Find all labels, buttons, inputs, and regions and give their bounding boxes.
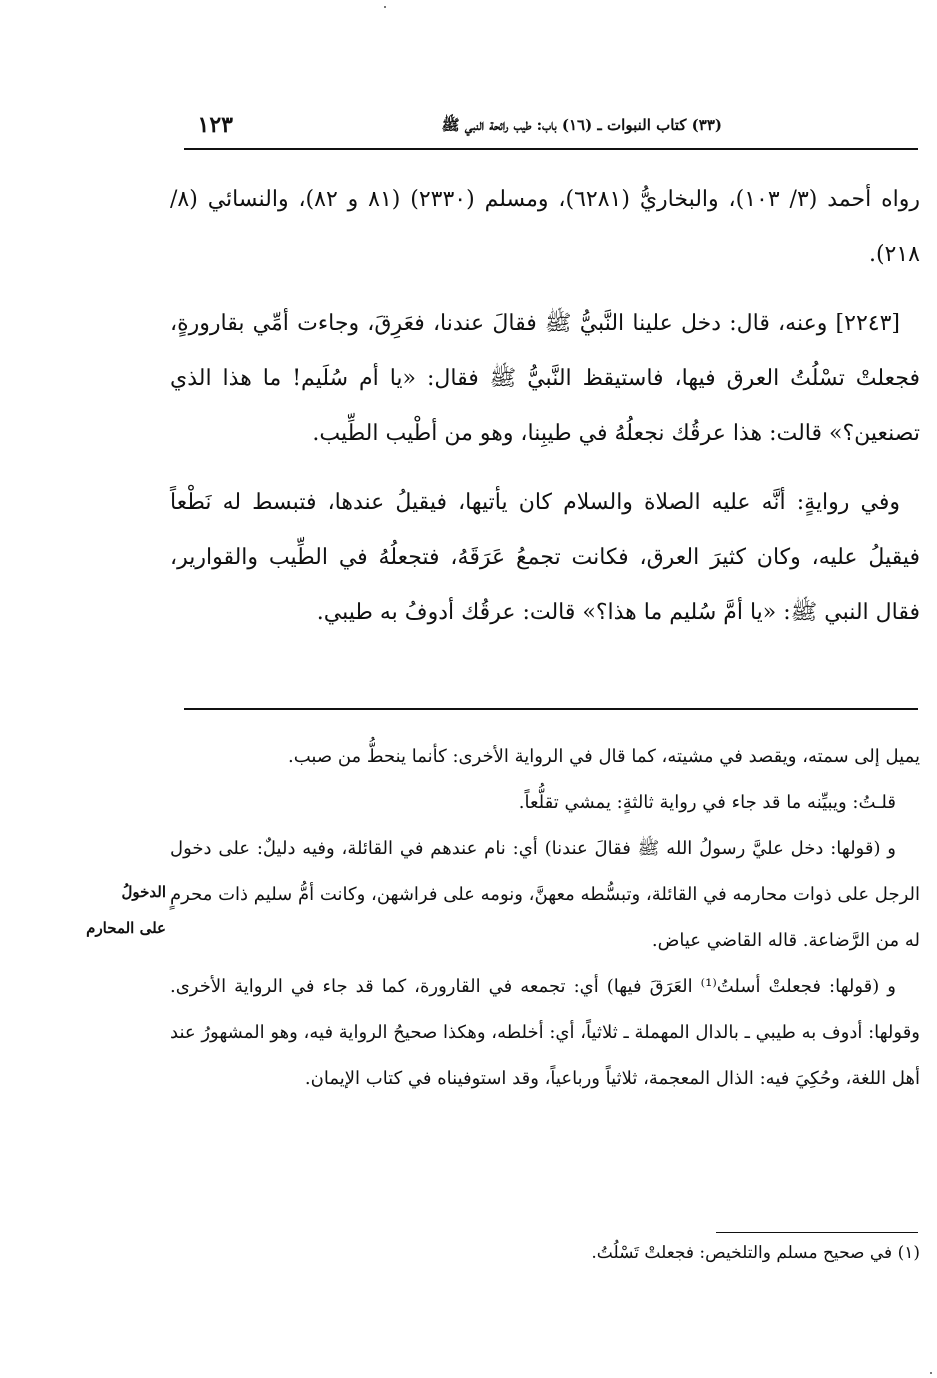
- scan-speck: [930, 1372, 932, 1374]
- margin-note-line: على المحارم: [86, 919, 166, 937]
- margin-note: [6, 874, 166, 946]
- header-divider: [184, 148, 918, 150]
- hadith-variant: وفي روايةٍ: أنَّه عليه الصلاة والسلام كان يأتيها، فيقيلُ عندها، فتبسط له نَطْعاً فيقيلُ عليه، وكان كثيرَ العرق، فكانت تجمعُ عَرَقَهُ، فتجعلُهُ في الطِّيب والقوارير، فقال النبي ﷺ: «يا أمَّ سُليم ما هذا؟» قالت: عرقُك أدوفُ به طيبي.: [170, 490, 920, 625]
- running-header: [185, 112, 917, 142]
- commentary-paragraph: و (قولها: دخل عليَّ رسولُ الله ﷺ فقالَ عندنا) أي: نام عندهم في القائلة، وفيه دليلٌ: على دخول الرجل على ذوات محارمه في القائلة، وتبسُّطه معهنَّ، ونومه على فراشهن، وكانت أمُّ سليم ذات محرمٍ له من الرَّضاعة. قاله القاضي عياض.: [170, 838, 920, 951]
- commentary-divider: [184, 708, 918, 710]
- hadith-citation: رواه أحمد (٣/ ١٠٣)، والبخاريُّ (٦٢٨١)، ومسلم (٢٣٣٠) (٨١ و ٨٢)، والنسائي (٨/ ٢١٨).: [170, 187, 920, 267]
- margin-note-line: الدخولُ: [121, 883, 166, 901]
- footnote-divider: [716, 1232, 918, 1233]
- main-text: [170, 172, 920, 640]
- commentary-paragraph: يميل إلى سمته، ويقصد في مشيته، كما قال في الرواية الأخرى: كأنما ينحطُّ من صبب.: [288, 746, 920, 767]
- hadith-2243: [٢٢٤٣] وعنه، قال: دخل علينا النَّبيُّ ﷺ فقالَ عندنا، فعَرِقَ، وجاءت أمِّي بقارورةٍ، فجعلتْ تسْلُتُ العرق فيها، فاستيقظ النَّبيُّ ﷺ فقال: «يا أم سُلَيم! ما هذا الذي تصنعين؟» قالت: هذا عرقُك نجعلُهُ في طيبِنا، وهو من أطْيب الطِّيب.: [170, 311, 920, 446]
- page-number: ١٢٣: [197, 112, 233, 138]
- commentary-paragraph: قلـتُ: ويبيِّنه ما قد جاء في رواية ثالثةٍ: يمشي تقلُّعاً.: [518, 792, 896, 813]
- header-title: (٣٣) كتاب النبوات ـ (١٦) باب: طيب رائحة النبي ﷺ: [441, 116, 722, 134]
- footnote: (١) في صحيح مسلم والتلخيص: فجعلتْ تَسْلُتُ.: [591, 1243, 920, 1263]
- scan-speck: [384, 6, 386, 8]
- commentary: [170, 734, 920, 1102]
- commentary-paragraph: و (قولها: فجعلتْ أسلتُ⁽¹⁾ العَرَقَ فيها) أي: تجمعه في القارورة، كما قد جاء في الرواية الأخرى. وقولها: أدوف به طيبي ـ بالدال المهملة ـ ثلاثياً، أي: أخلطه، وهكذا صحيحُ الرواية فيه، وهو المشهورُ عند أهل اللغة، وحُكِيَ فيه: الذال المعجمة، ثلاثياً ورباعياً، وقد استوفيناه في كتاب الإيمان.: [170, 976, 920, 1089]
